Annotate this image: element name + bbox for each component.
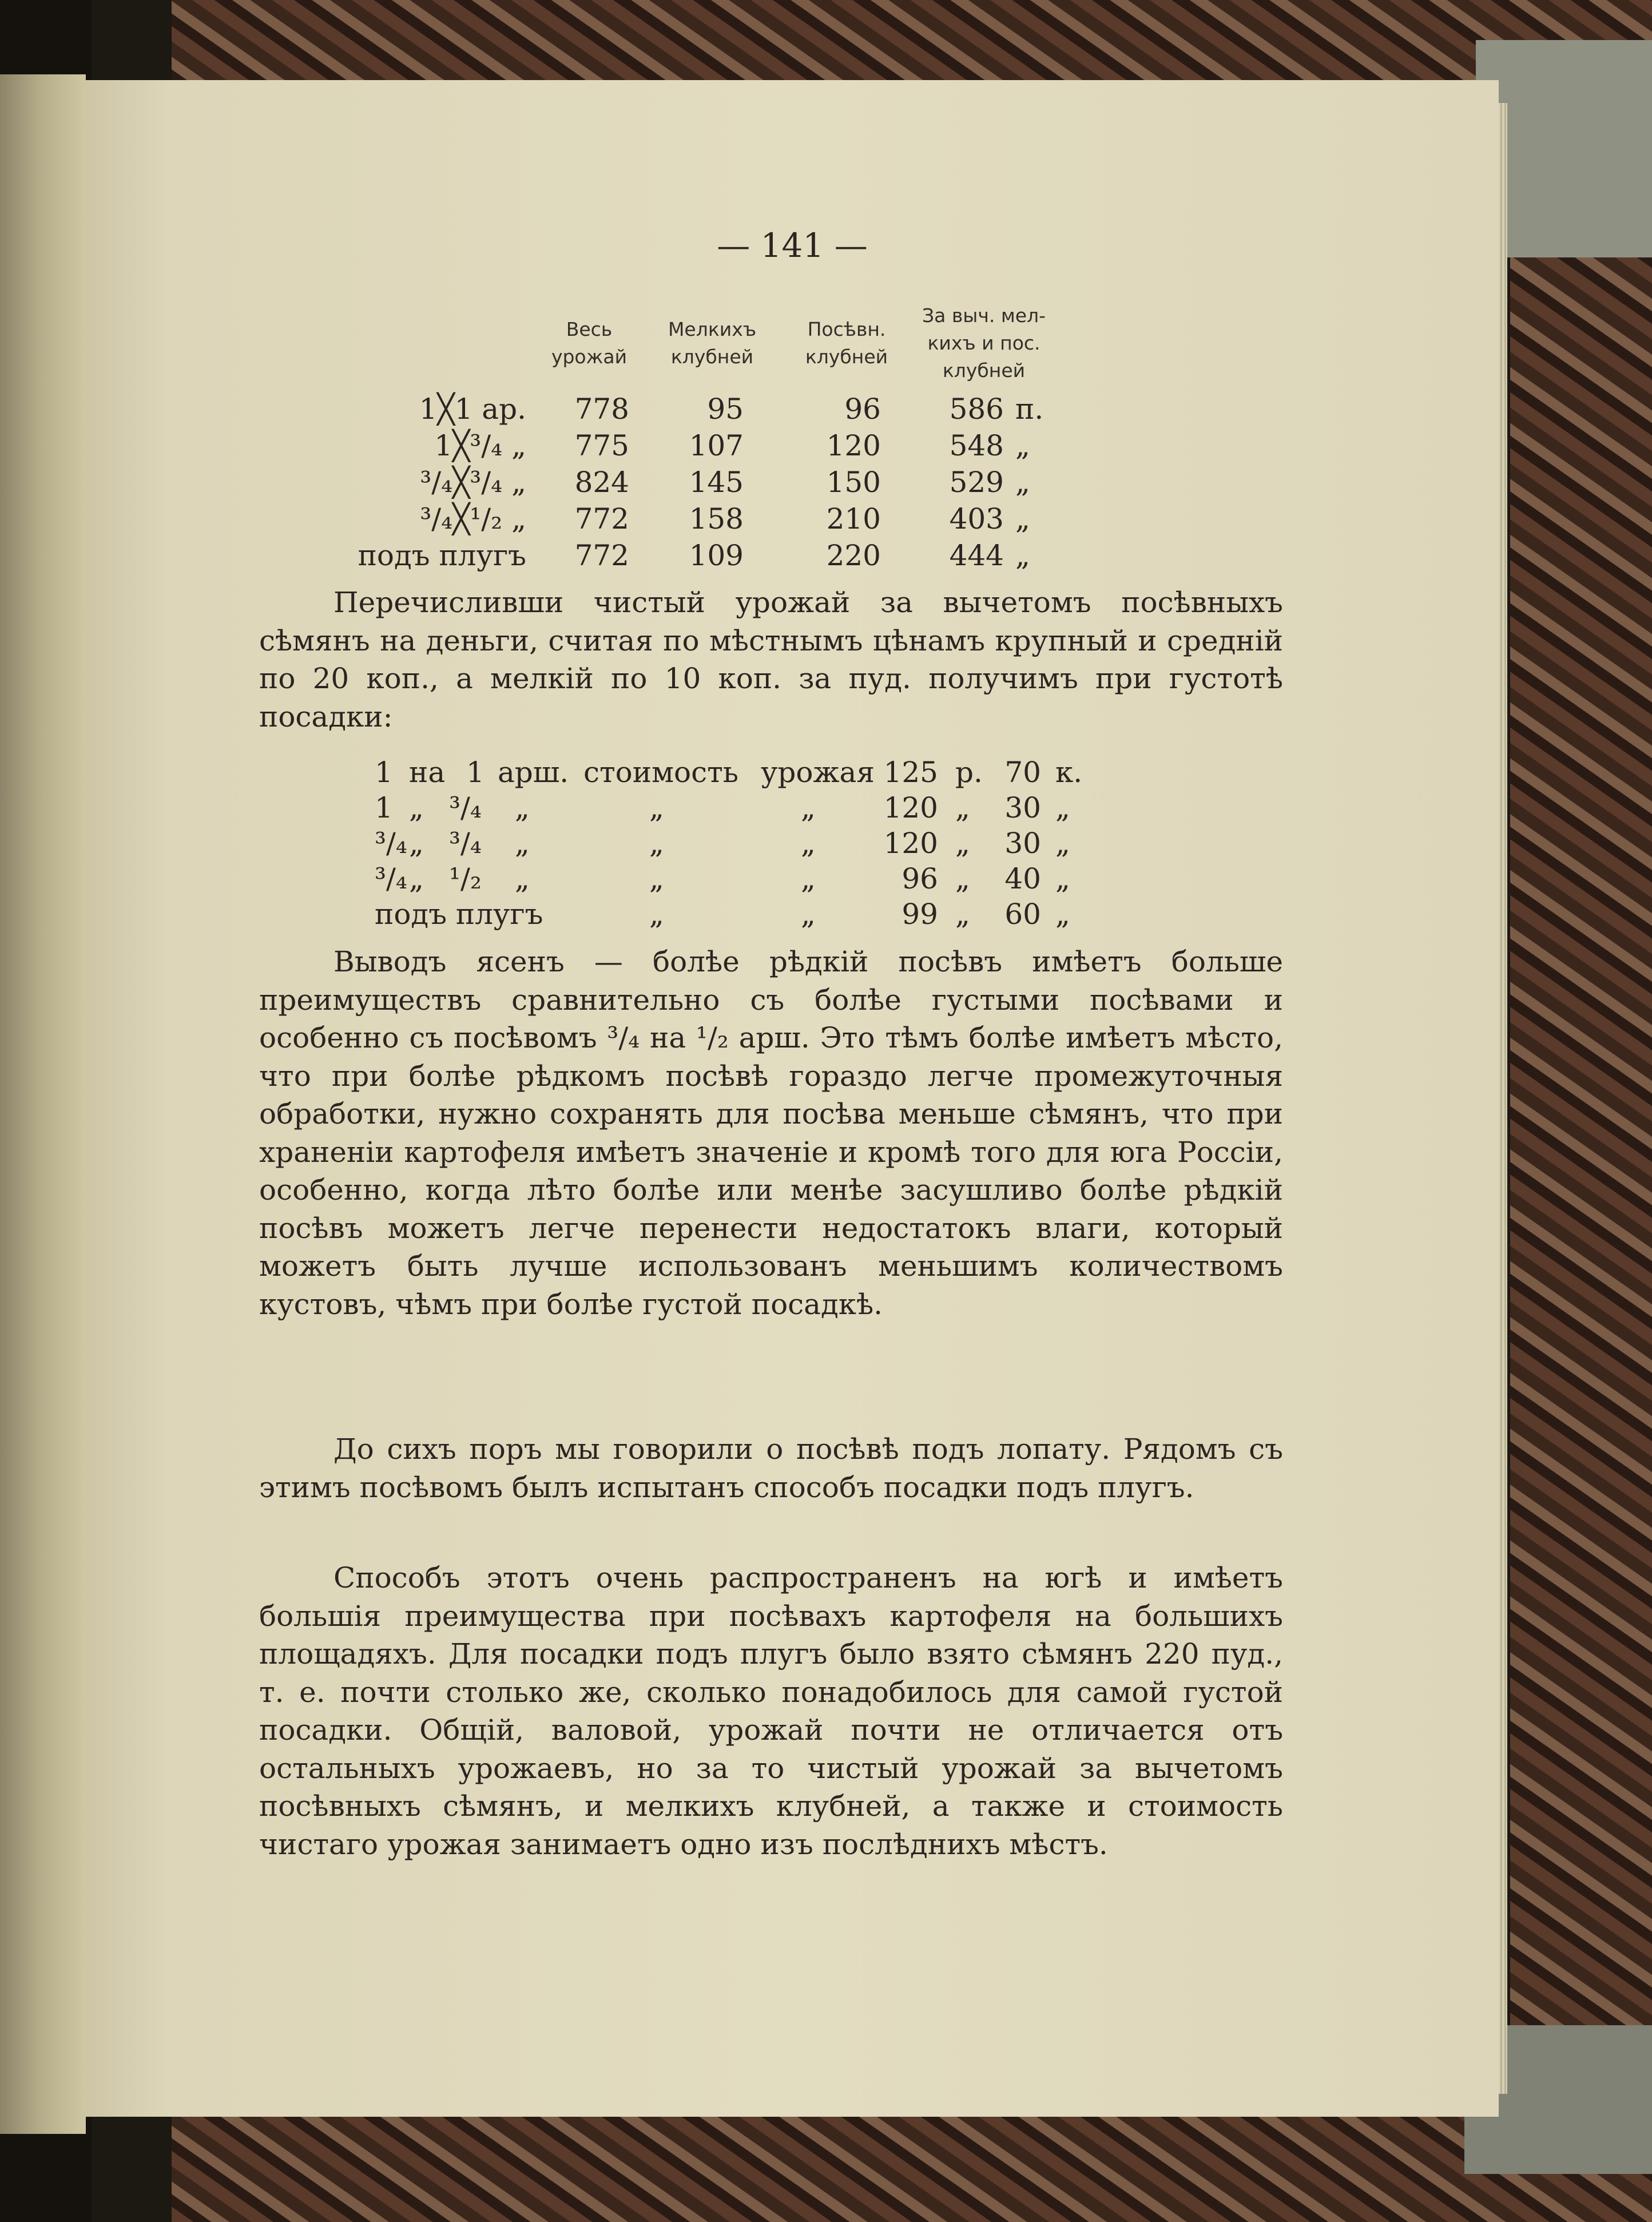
cell-c: 1 [466,756,485,789]
cell-f: „ [801,827,816,860]
marbled-cover-bottom [172,2105,1652,2222]
cell-e: „ [649,898,664,931]
cell-a: ³/₄ [375,827,407,860]
cell-a: 1 [375,791,393,824]
cell-b: „ [409,791,424,824]
row-small: 107 [689,429,744,462]
book-page [86,80,1499,2117]
paragraph-3 [259,1430,1283,1506]
cell-rub: 99 [902,898,938,931]
row-small: 145 [689,466,744,499]
paragraph-3-text: До сихъ поръ мы говорили о посѣвѣ подъ лопату. Рядомъ съ этимъ посѣвомъ былъ испытанъ способъ посадки подъ плугъ. [259,1433,1283,1504]
cell-a: подъ плугъ [375,898,543,931]
cell-e: стоимость [583,756,738,789]
row-total: 824 [574,466,629,499]
row-unit: „ [1015,502,1030,535]
cell-e: „ [649,827,664,860]
row-net: 444 [949,539,1004,572]
row-total: 772 [574,539,629,572]
page-number: — 141 — [717,226,868,265]
row-label: ³/₄╳¹/₂ „ [420,502,526,535]
table1-header-seed: Посѣвн. клубней [805,318,888,368]
paragraph-1 [259,584,1283,736]
cell-e: „ [649,862,664,895]
cell-r: „ [955,827,970,860]
row-total: 772 [574,502,629,535]
row-unit: п. [1015,392,1044,426]
paragraph-1-text: Перечисливши чистый урожай за вычетомъ посѣвныхъ сѣмянъ на деньги, считая по мѣстнымъ цѣнамъ крупный и среднiй по 20 коп., а мелкiй по 10 коп. за пуд. получимъ при густотѣ посадки: [259,586,1283,733]
cell-e: „ [649,791,664,824]
row-net: 529 [949,466,1004,499]
cell-f: урожая [761,756,875,789]
table1-header-total: Весь урожай [551,318,628,368]
cell-rub: 120 [883,791,938,824]
paragraph-4 [259,1559,1283,1863]
row-small: 95 [707,392,744,426]
row-label: 1╳1 ар. [419,392,526,426]
row-label: подъ плугъ [358,539,526,572]
row-seed: 96 [844,392,881,426]
cell-rub: 120 [883,827,938,860]
row-seed: 210 [826,502,881,535]
cell-f: „ [801,791,816,824]
cell-c: ³/₄ [449,791,482,824]
row-small: 158 [689,502,744,535]
cell-d: „ [515,827,530,860]
paragraph-4-text: Способъ этотъ очень распространенъ на югѣ и имѣетъ большiя преимущества при посѣвахъ картофеля на большихъ площадяхъ. Для посадки подъ плугъ было взято сѣмянъ 220 пуд., т. е. почти столько же, сколько понадобилось для самой густой посадки. Общiй, валовой, урожай почти не отличается отъ остальныхъ урожаевъ, но за то чистый урожай за вычетомъ посѣвныхъ сѣмянъ, и мелкихъ клубней, а также и стоимость чистаго урожая занимаетъ одно изъ послѣднихъ мѣстъ. [259,1561,1283,1861]
cell-c: ³/₄ [449,827,482,860]
cell-rub: 125 [883,756,938,789]
row-label: ³/₄╳³/₄ „ [420,466,526,499]
table1-header-small: Мелкихъ клубней [668,318,757,368]
cell-k: „ [1055,898,1070,931]
row-unit: „ [1015,429,1030,462]
cell-b: на [409,756,446,789]
marbled-cover-right [1510,217,1652,2140]
cell-kop: 40 [1004,862,1041,895]
cell-kop: 30 [1004,791,1041,824]
cell-r: „ [955,791,970,824]
cell-a: ³/₄ [375,862,407,895]
cell-a: 1 [375,756,393,789]
cell-k: „ [1055,862,1070,895]
cell-r: „ [955,898,970,931]
cell-kop: 70 [1004,756,1041,789]
cell-r: „ [955,862,970,895]
row-unit: „ [1015,539,1030,572]
cell-c: ¹/₂ [449,862,482,895]
cell-d: „ [515,791,530,824]
row-seed: 150 [826,466,881,499]
cell-d: арш. [498,756,569,789]
left-page-edge [0,74,86,2134]
paragraph-2 [259,943,1283,1323]
cell-rub: 96 [902,862,938,895]
row-net: 586 [949,392,1004,426]
cell-b: „ [409,862,424,895]
cell-b: „ [409,827,424,860]
cell-k: „ [1055,827,1070,860]
row-seed: 220 [826,539,881,572]
cell-d: „ [515,862,530,895]
row-small: 109 [689,539,744,572]
cell-kop: 30 [1004,827,1041,860]
cell-k: к. [1055,756,1083,789]
row-label: 1╳³/₄ „ [434,429,526,462]
row-total: 778 [574,392,629,426]
table1-header-net: За выч. мел-кихъ и пос. клубней [922,304,1046,382]
cell-f: „ [801,862,816,895]
cell-f: „ [801,898,816,931]
row-seed: 120 [826,429,881,462]
cell-k: „ [1055,791,1070,824]
cell-kop: 60 [1004,898,1041,931]
row-unit: „ [1015,466,1030,499]
row-net: 548 [949,429,1004,462]
paragraph-2-text: Выводъ ясенъ — болѣе рѣдкiй посѣвъ имѣетъ больше преимуществъ сравнительно съ болѣе густыми посѣвами и особенно съ посѣвомъ ³/₄ на ¹/₂ арш. Это тѣмъ болѣе имѣетъ мѣсто, что при болѣе рѣдкомъ посѣвѣ гораздо легче промежуточныя обработки, нужно сохранять для посѣва меньше сѣмянъ, что при храненiи картофеля имѣетъ значенiе и кромѣ того для юга Россiи, особенно, когда лѣто болѣе или менѣе засушливо болѣе рѣдкiй посѣвъ можетъ легче перенести недостатокъ влаги, который можетъ быть лучше использованъ меньшимъ количествомъ кустовъ, чѣмъ при болѣе густой посадкѣ. [259,945,1283,1321]
cell-r: р. [955,756,983,789]
row-total: 775 [574,429,629,462]
row-net: 403 [949,502,1004,535]
